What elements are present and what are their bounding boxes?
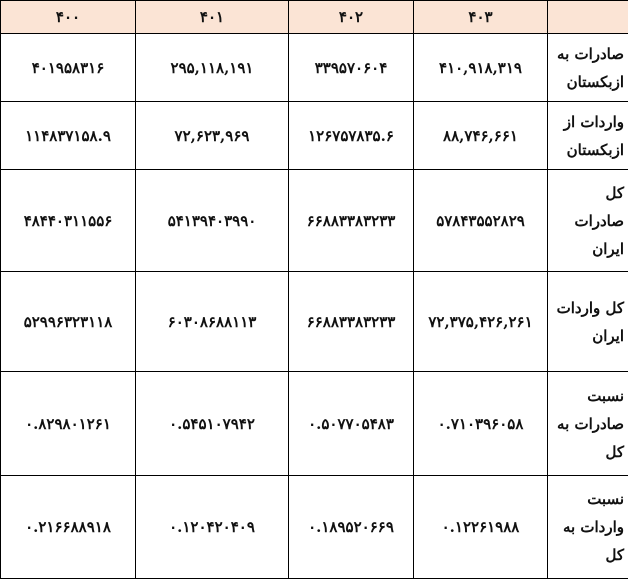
table-cell: ۵۷۸۴۳۵۵۲۸۲۹ <box>414 170 548 272</box>
header-corner-cell <box>548 1 628 34</box>
table-row <box>1 34 628 102</box>
header-year-cell: ۴۰۲ <box>289 1 414 34</box>
table-cell: ۰.۱۲۰۴۲۰۴۰۹ <box>136 476 289 579</box>
table-cell: ۷۲,۶۲۳,۹۶۹ <box>136 102 289 170</box>
row-label: صادرات به ازبکستان <box>548 34 628 102</box>
table-cell: ۷۲,۳۷۵,۴۲۶,۲۶۱ <box>414 272 548 372</box>
table-cell: ۶۶۸۸۳۳۸۳۲۳۳ <box>289 170 414 272</box>
table-cell: ۰.۵۴۵۱۰۷۹۴۲ <box>136 372 289 476</box>
header-row <box>1 1 628 34</box>
table-cell: ۰.۱۲۲۶۱۹۸۸ <box>414 476 548 579</box>
row-label: کل واردات ایران <box>548 272 628 372</box>
table-cell: ۰.۷۱۰۳۹۶۰۵۸ <box>414 372 548 476</box>
table-cell: ۱۲۶۷۵۷۸۳۵.۶ <box>289 102 414 170</box>
table-row <box>1 170 628 272</box>
table-cell: ۵۲۹۹۶۳۲۳۱۱۸ <box>1 272 136 372</box>
table-row <box>1 272 628 372</box>
row-label: نسبت واردات به کل <box>548 476 628 579</box>
table-cell: ۳۳۹۵۷۰۶۰۴ <box>289 34 414 102</box>
table-cell: ۰.۵۰۷۷۰۵۴۸۳ <box>289 372 414 476</box>
table-row <box>1 102 628 170</box>
table-cell: ۴۸۴۴۰۳۱۱۵۵۶ <box>1 170 136 272</box>
header-year-cell: ۴۰۳ <box>414 1 548 34</box>
table-cell: ۰.۱۸۹۵۲۰۶۶۹ <box>289 476 414 579</box>
table-cell: ۵۴۱۳۹۴۰۳۹۹۰ <box>136 170 289 272</box>
header-year-cell: ۴۰۰ <box>1 1 136 34</box>
table-cell: ۶۶۸۸۳۳۸۳۲۳۳ <box>289 272 414 372</box>
table-row <box>1 372 628 476</box>
table-cell: ۰.۲۱۶۶۸۸۹۱۸ <box>1 476 136 579</box>
table-cell: ۲۹۵,۱۱۸,۱۹۱ <box>136 34 289 102</box>
table-cell: ۴۰۱۹۵۸۳۱۶ <box>1 34 136 102</box>
table-cell: ۰.۸۲۹۸۰۱۲۶۱ <box>1 372 136 476</box>
header-year-cell: ۴۰۱ <box>136 1 289 34</box>
table-cell: ۶۰۳۰۸۶۸۸۱۱۳ <box>136 272 289 372</box>
row-label: کل صادرات ایران <box>548 170 628 272</box>
table-cell: ۴۱۰,۹۱۸,۳۱۹ <box>414 34 548 102</box>
row-label: نسبت صادرات به کل <box>548 372 628 476</box>
table-cell: ۸۸,۷۴۶,۶۶۱ <box>414 102 548 170</box>
table-row <box>1 476 628 579</box>
table-cell: ۱۱۴۸۳۷۱۵۸.۹ <box>1 102 136 170</box>
row-label: واردات از ازبکستان <box>548 102 628 170</box>
